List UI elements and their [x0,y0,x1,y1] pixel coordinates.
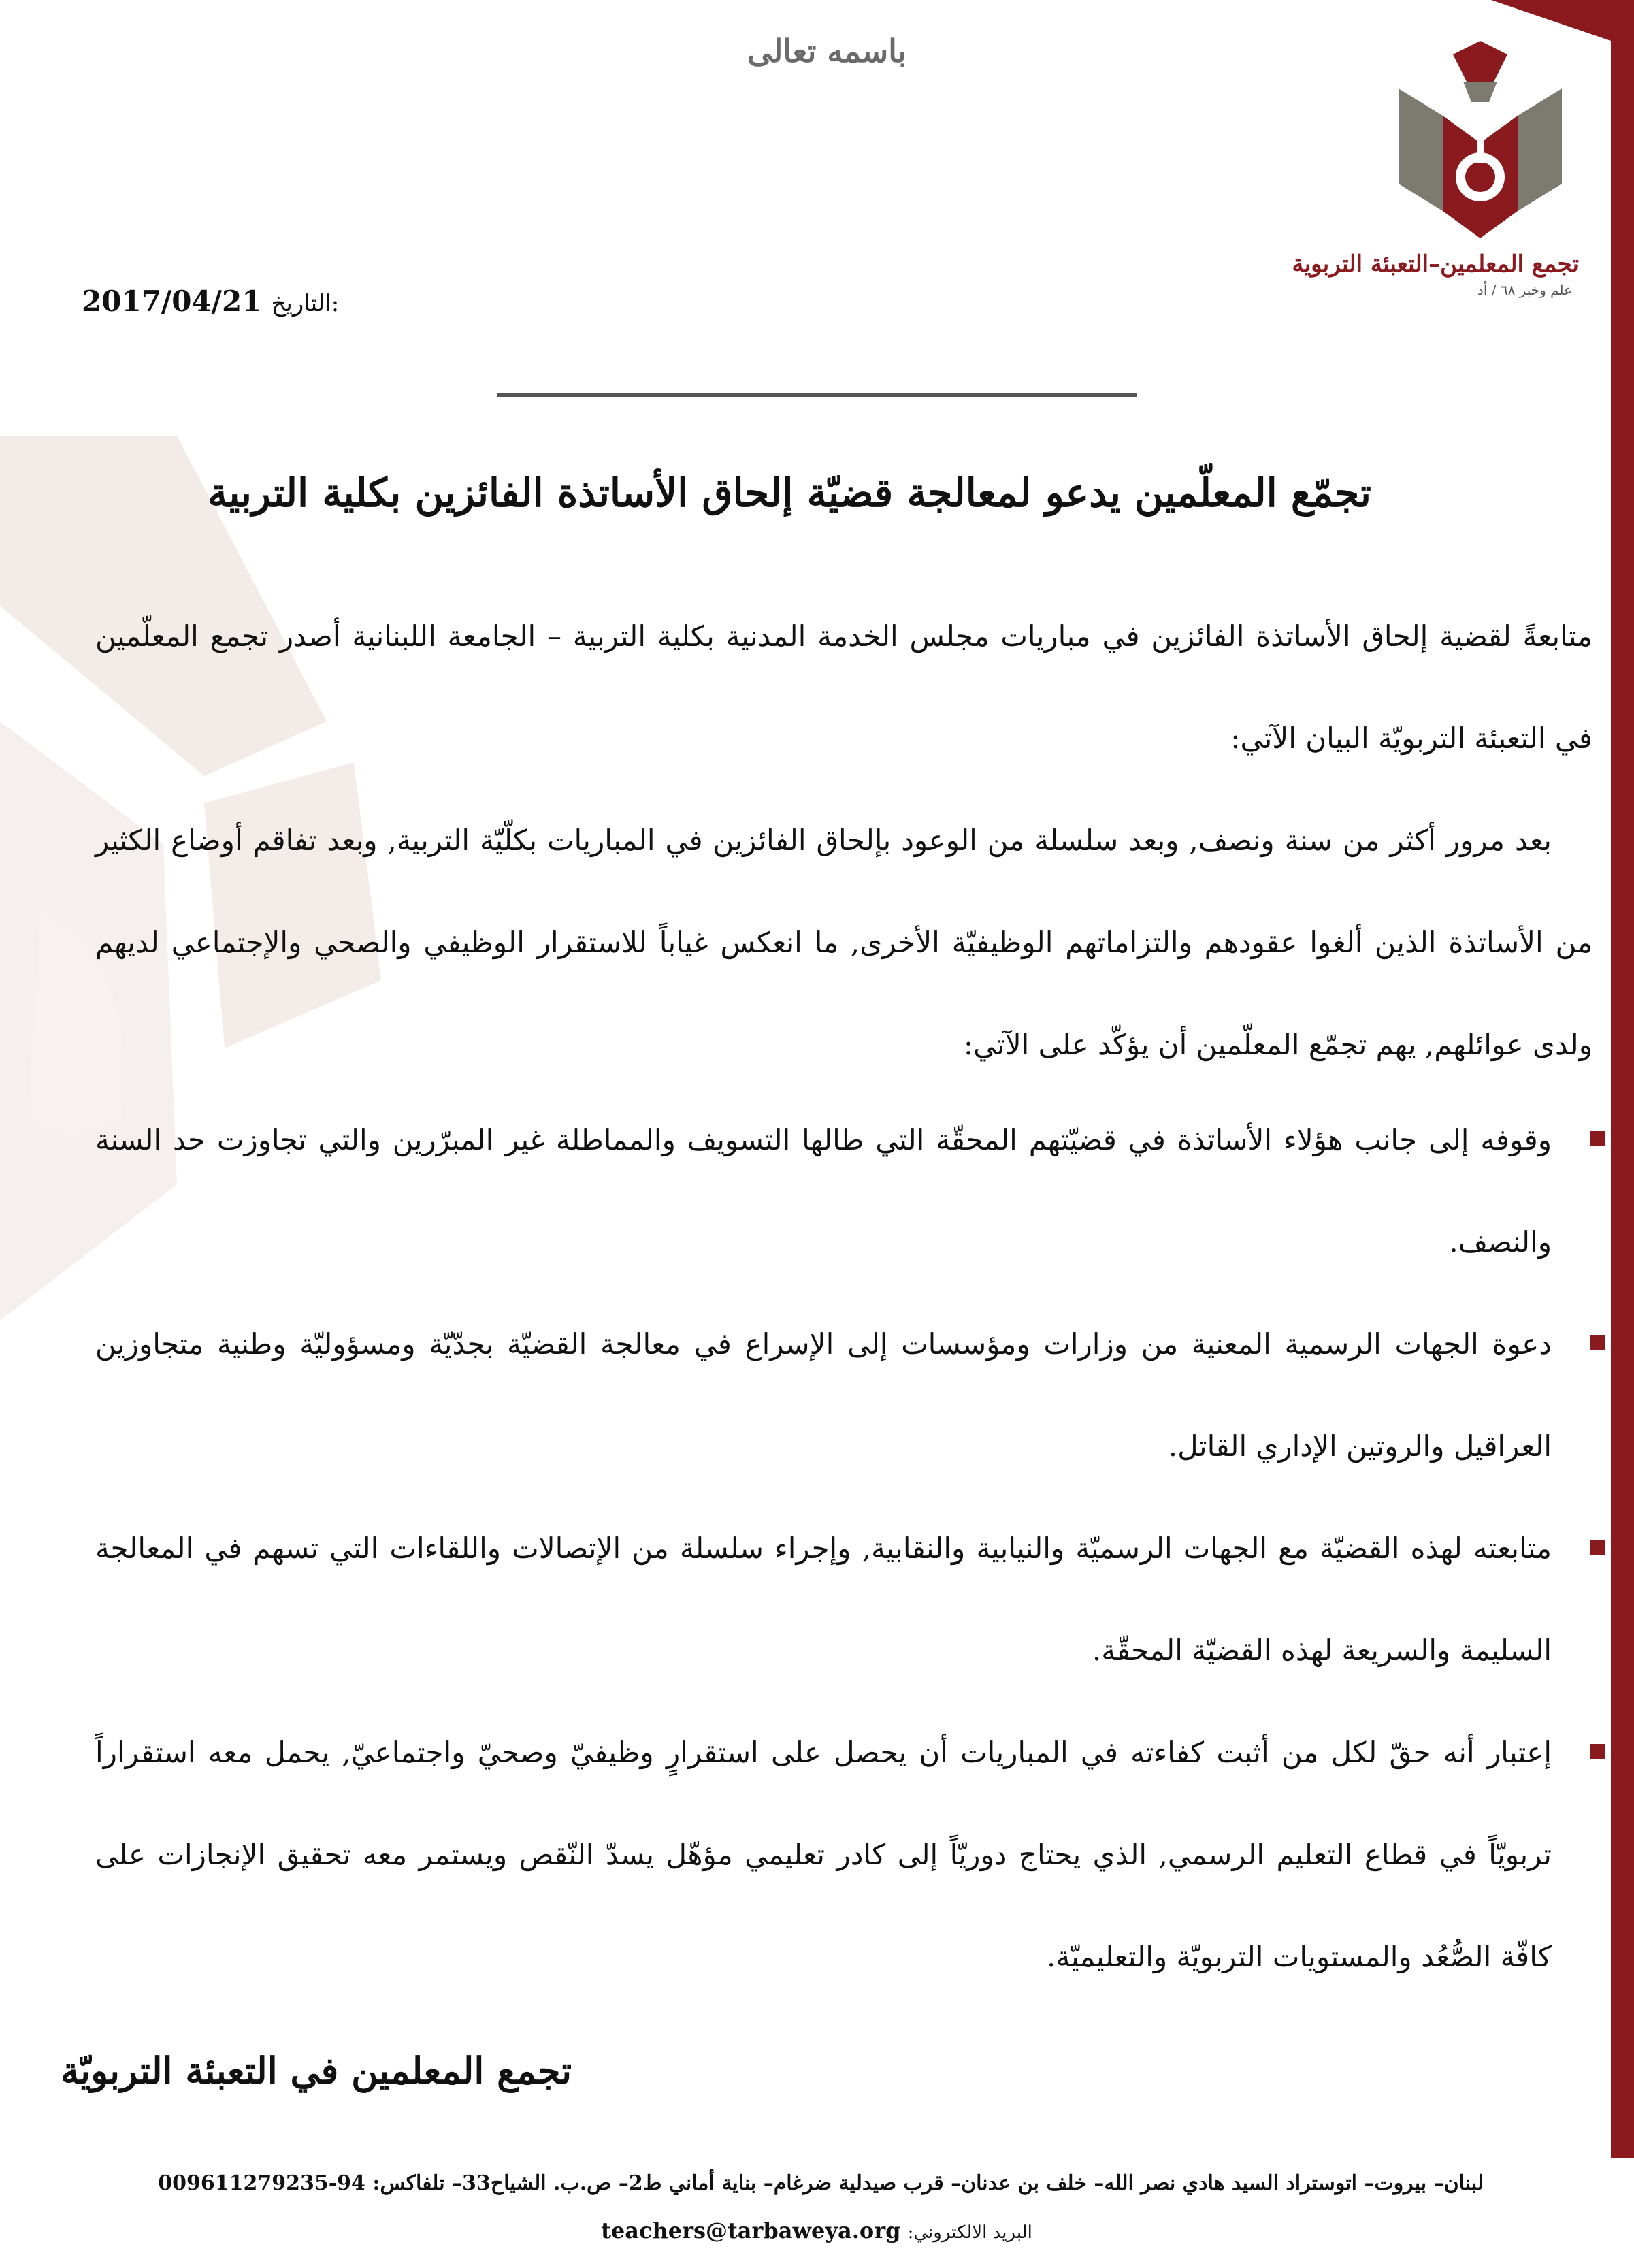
bismillah-heading: باسمه تعالى [747,33,906,69]
organization-license: علم وخبر ٦٨ / أد [1477,282,1572,298]
organization-caption: تجمع المعلمين–التعبئة التربوية [1292,250,1579,278]
document-headline: تجمّع المعلّمين يدعو لمعالجة قضيّة إلحاق الأساتذة الفائزين بكلية التربية [208,470,1371,516]
list-item-text: وقوفه إلى جانب هؤلاء الأساتذة في قضيّتهم المحقّة التي طالها التسويف والمماطلة غير المبرّرين والتي تجاوزت حد السنة والنصف. [95,1123,1552,1259]
date-line [82,285,340,318]
email-label: البريد الالكتروني: [907,2222,1032,2243]
square-bullet-icon [1590,1131,1605,1146]
page-edge-bar [1611,0,1634,2158]
square-bullet-icon [1590,1540,1605,1555]
list-item-text: إعتبار أنه حقّ لكل من أثبت كفاءته في المباريات أن يحصل على استقرارٍ وظيفيّ وصحيّ واجتماعيّ, يحمل معه استقراراً تربويّاً في قطاع التعليم الرسمي, الذي يحتاج دوريّاً إلى كادر تعليمي مؤهّل يسدّ النّقص ويستمر معه تحقيق الإنجازات على كافّة الصُّعُد والمستويات التربويّة والتعليميّة. [95,1736,1552,1973]
demands-list [95,1089,1552,2008]
square-bullet-icon [1590,1744,1605,1759]
list-item [95,1702,1552,2008]
date-value: 2017/04/21 [82,285,262,318]
intro-paragraph: متابعةً لقضية إلحاق الأساتذة الفائزين في مباريات مجلس الخدمة المدنية بكلية التربية – الجامعة اللبنانية أصدر تجمع المعلّمين في التعبئة التربويّة البيان الآتي: [95,619,1592,755]
organization-logo [1382,41,1579,272]
list-item [95,1497,1552,1702]
header-divider [497,393,1137,397]
footer-email-line [476,2218,1157,2243]
signature: تجمع المعلمين في التعبئة التربويّة [61,2049,572,2092]
list-item [95,1293,1552,1497]
list-item-text: متابعته لهذه القضيّة مع الجهات الرسميّة والنيابية والنقابية, وإجراء سلسلة من الإتصالات واللقاءات التي تسهم في المعالجة السليمة والسريعة لهذه القضيّة المحقّة. [95,1532,1552,1667]
statement-paragraph: بعد مرور أكثر من سنة ونصف, وبعد سلسلة من الوعود بإلحاق الفائزين في المباريات بكلّيّة التربية, وبعد تفاقم أوضاع الكثير من الأساتذة الذين ألغوا عقودهم والتزاماتهم الوظيفيّة الأخرى, ما انعكس غياباً للاستقرار الوظيفي والصحي والإجتماعي لديهم ولدى عوائلهم, يهم تجمّع المعلّمين أن يؤكّد على الآتي: [95,824,1592,1061]
list-item [95,1089,1552,1293]
list-item-text: دعوة الجهات الرسمية المعنية من وزارات ومؤسسات إلى الإسراع في معالجة القضيّة بجدّيّة ومسؤوليّة وطنية متجاوزين العراقيل والروتين الإداري القاتل. [95,1327,1552,1463]
page-corner-accent [1491,0,1634,41]
square-bullet-icon [1590,1335,1605,1350]
date-label: التاريخ: [271,290,340,317]
email-address: teachers@tarbaweya.org [601,2218,901,2243]
footer-address: لبنان– بيروت– اتوستراد السيد هادي نصر الله– خلف بن عدنان– قرب صيدلية ضرغام– بناية أماني ط2– ص.ب. الشياح33– تلفاكس: 94-009611279235 [158,2171,1484,2195]
